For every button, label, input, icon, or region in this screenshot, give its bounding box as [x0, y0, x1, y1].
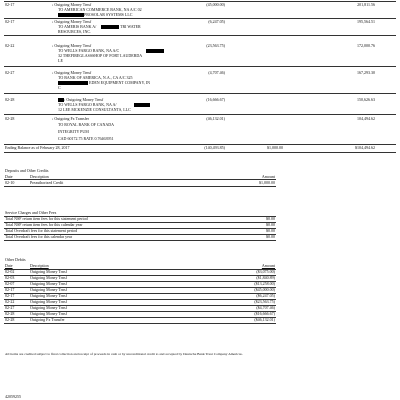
other-debits-header-amount: Amount — [261, 263, 275, 268]
debit-amount: ($16,666.67) — [254, 311, 275, 316]
deposit-amount: $1,000.00 — [259, 180, 275, 185]
txn-desc: TO ROYAL BANK OF CANADA — [58, 122, 115, 127]
redaction — [134, 103, 150, 107]
txn-amount: (6,247.05) — [208, 19, 225, 24]
deposits-end-rule — [4, 186, 276, 187]
txn-balance: 104,494.62 — [357, 116, 375, 121]
service-end-rule — [4, 240, 276, 241]
txn-desc: 12 LEE MCKENZIE CONSULTANTS, LLC — [58, 107, 131, 112]
txn-desc: TO AMERICAN COMMERCE BANK, NA A/C 02 — [58, 7, 142, 12]
txn-desc: › Outgoing Fx Transfer — [52, 116, 90, 121]
service-title: Service Charges and Other Fees — [5, 210, 57, 215]
debit-date: 02-22 — [5, 299, 15, 304]
debit-date: 02-03 — [5, 275, 15, 280]
debit-description: Outgoing Money Trnsf — [30, 287, 67, 292]
txn-desc: › Outgoing Money Trnsf — [52, 43, 92, 48]
ending-balance-amount: $104,494.62 — [355, 145, 375, 150]
row-rule — [4, 114, 396, 115]
debit-date: 02-02 — [5, 269, 15, 274]
deposits-header-date: Date — [5, 174, 13, 179]
row-rule — [4, 35, 396, 36]
txn-desc: › Outgoing Money Trnsf — [64, 97, 104, 102]
service-amount: $0.00 — [266, 228, 275, 233]
txn-desc: INTEGRITY PUM — [58, 129, 89, 134]
txn-amount: (46,132.01) — [206, 116, 225, 121]
other-debits-title: Other Debits — [5, 257, 26, 262]
deposit-date: 02-10 — [5, 180, 15, 185]
debit-description: Outgoing Money Trnsf — [30, 293, 67, 298]
txn-date: 02-17 — [5, 19, 15, 24]
debit-amount: ($1,840.89) — [256, 275, 275, 280]
debit-description: Outgoing Money Trnsf — [30, 299, 67, 304]
other-debits-header-description: Description — [30, 263, 49, 268]
debit-amount: ($13,258.00) — [254, 281, 275, 286]
txn-desc: PROSOLAR SYSTEMS LLC — [84, 12, 133, 17]
txn-balance: 150,626.63 — [357, 97, 375, 102]
debit-date: 02-28 — [5, 317, 15, 322]
debit-date: 02-07 — [5, 281, 15, 286]
txn-desc: RESOURCES, INC. — [58, 29, 92, 34]
txn-date: 02-22 — [5, 43, 15, 48]
redaction — [58, 81, 88, 85]
redaction — [101, 25, 119, 29]
txn-date: 02-27 — [5, 70, 15, 75]
debit-description: Outgoing Money Trnsf — [30, 311, 67, 316]
txn-desc: TO WELLS FARGO BANK, NA A/C — [58, 48, 120, 53]
deposit-description: Preauthorized Credit — [30, 180, 64, 185]
txn-desc: LE — [58, 58, 63, 63]
service-label: Total NSF return item fees for this calendar year — [5, 222, 83, 227]
txn-amount: (45,000.00) — [206, 2, 225, 7]
ending-rule — [4, 152, 396, 153]
service-label: Total Overdraft fees for this statement period — [5, 228, 78, 233]
ending-credits: $1,000.00 — [267, 145, 283, 150]
txn-amount: (4,707.46) — [208, 70, 225, 75]
txn-date: 02-28 — [5, 97, 15, 102]
txn-date: 02-28 — [5, 116, 15, 121]
debit-date: 02-17 — [5, 287, 15, 292]
txn-desc: TO AMERIS BANK A/ — [58, 24, 97, 29]
debit-description: Outgoing Money Trnsf — [30, 281, 67, 286]
debit-date: 02-17 — [5, 293, 15, 298]
debit-description: Outgoing Fx Transfer — [30, 317, 65, 322]
debit-amount: ($3,075.00) — [256, 269, 275, 274]
debit-description: Outgoing Money Trnsf — [30, 269, 67, 274]
debit-description: Outgoing Money Trnsf — [30, 305, 67, 310]
row-rule — [4, 66, 396, 67]
txn-desc: EDEN EQUIPMENT COMPANY, IN — [89, 80, 151, 85]
service-label: Total Overdraft fees for this calendar year — [5, 234, 73, 239]
debit-amount: ($45,000.00) — [254, 287, 275, 292]
txn-date: 02-17 — [5, 2, 15, 7]
txn-desc: › Outgoing Money Trnsf — [52, 19, 92, 24]
redaction — [58, 13, 84, 17]
document-id: 42059255 — [5, 394, 21, 399]
txn-desc: › Outgoing Money Trnsf — [52, 2, 92, 7]
txn-balance: 167,293.30 — [357, 70, 375, 75]
txn-desc: 32 THEFIREGLASSSHOP OF FORT LAUDERDA — [58, 53, 143, 58]
txn-balance: 195,564.51 — [357, 19, 375, 24]
deposits-title: Deposits and Other Credits — [5, 168, 49, 173]
other-debits-end-rule — [4, 323, 276, 324]
debit-amount: ($6,247.05) — [256, 293, 275, 298]
txn-desc: › Outgoing Money Trnsf — [52, 70, 92, 75]
service-amount: $0.00 — [266, 234, 275, 239]
txn-desc: TO WELLS FARGO BANK, NA A/ — [58, 102, 117, 107]
txn-desc: CAD 60172.75 RATE 0.76463951 — [58, 136, 114, 141]
other-debits-header-date: Date — [5, 263, 13, 268]
deposits-header-description: Description — [30, 174, 49, 179]
redaction — [146, 49, 164, 53]
footer-note: All items are credited subject to final collection and receipt of proceeds in cash or by unconditional credit to and accepted by Deutsche Bank Trust Company Americas. — [5, 352, 243, 356]
debit-date: 02-27 — [5, 305, 15, 310]
debit-amount: ($4,707.46) — [256, 305, 275, 310]
service-label: Total NSF return item fees for this statement period — [5, 216, 88, 221]
txn-desc: C — [58, 85, 61, 90]
txn-balance: 201,811.56 — [357, 2, 375, 7]
debit-amount: ($23,563.75) — [254, 299, 275, 304]
ending-balance-label: Ending Balance as of February 28, 2017 — [5, 145, 70, 150]
service-amount: $0.00 — [266, 222, 275, 227]
txn-amount: (16,666.67) — [206, 97, 225, 102]
debit-amount: ($46,132.01) — [254, 317, 275, 322]
txn-desc: TRI WATER — [120, 24, 141, 29]
service-amount: $0.00 — [266, 216, 275, 221]
ending-debits: (140,493.85) — [204, 145, 225, 150]
row-rule — [4, 93, 396, 94]
txn-amount: (23,563.75) — [206, 43, 225, 48]
deposits-header-amount: Amount — [261, 174, 275, 179]
txn-desc: TO BANK OF AMERICA, N.A., CA A/C 325 — [58, 75, 133, 80]
debit-description: Outgoing Money Trnsf — [30, 275, 67, 280]
txn-balance: 172,000.76 — [357, 43, 375, 48]
debit-date: 02-28 — [5, 311, 15, 316]
